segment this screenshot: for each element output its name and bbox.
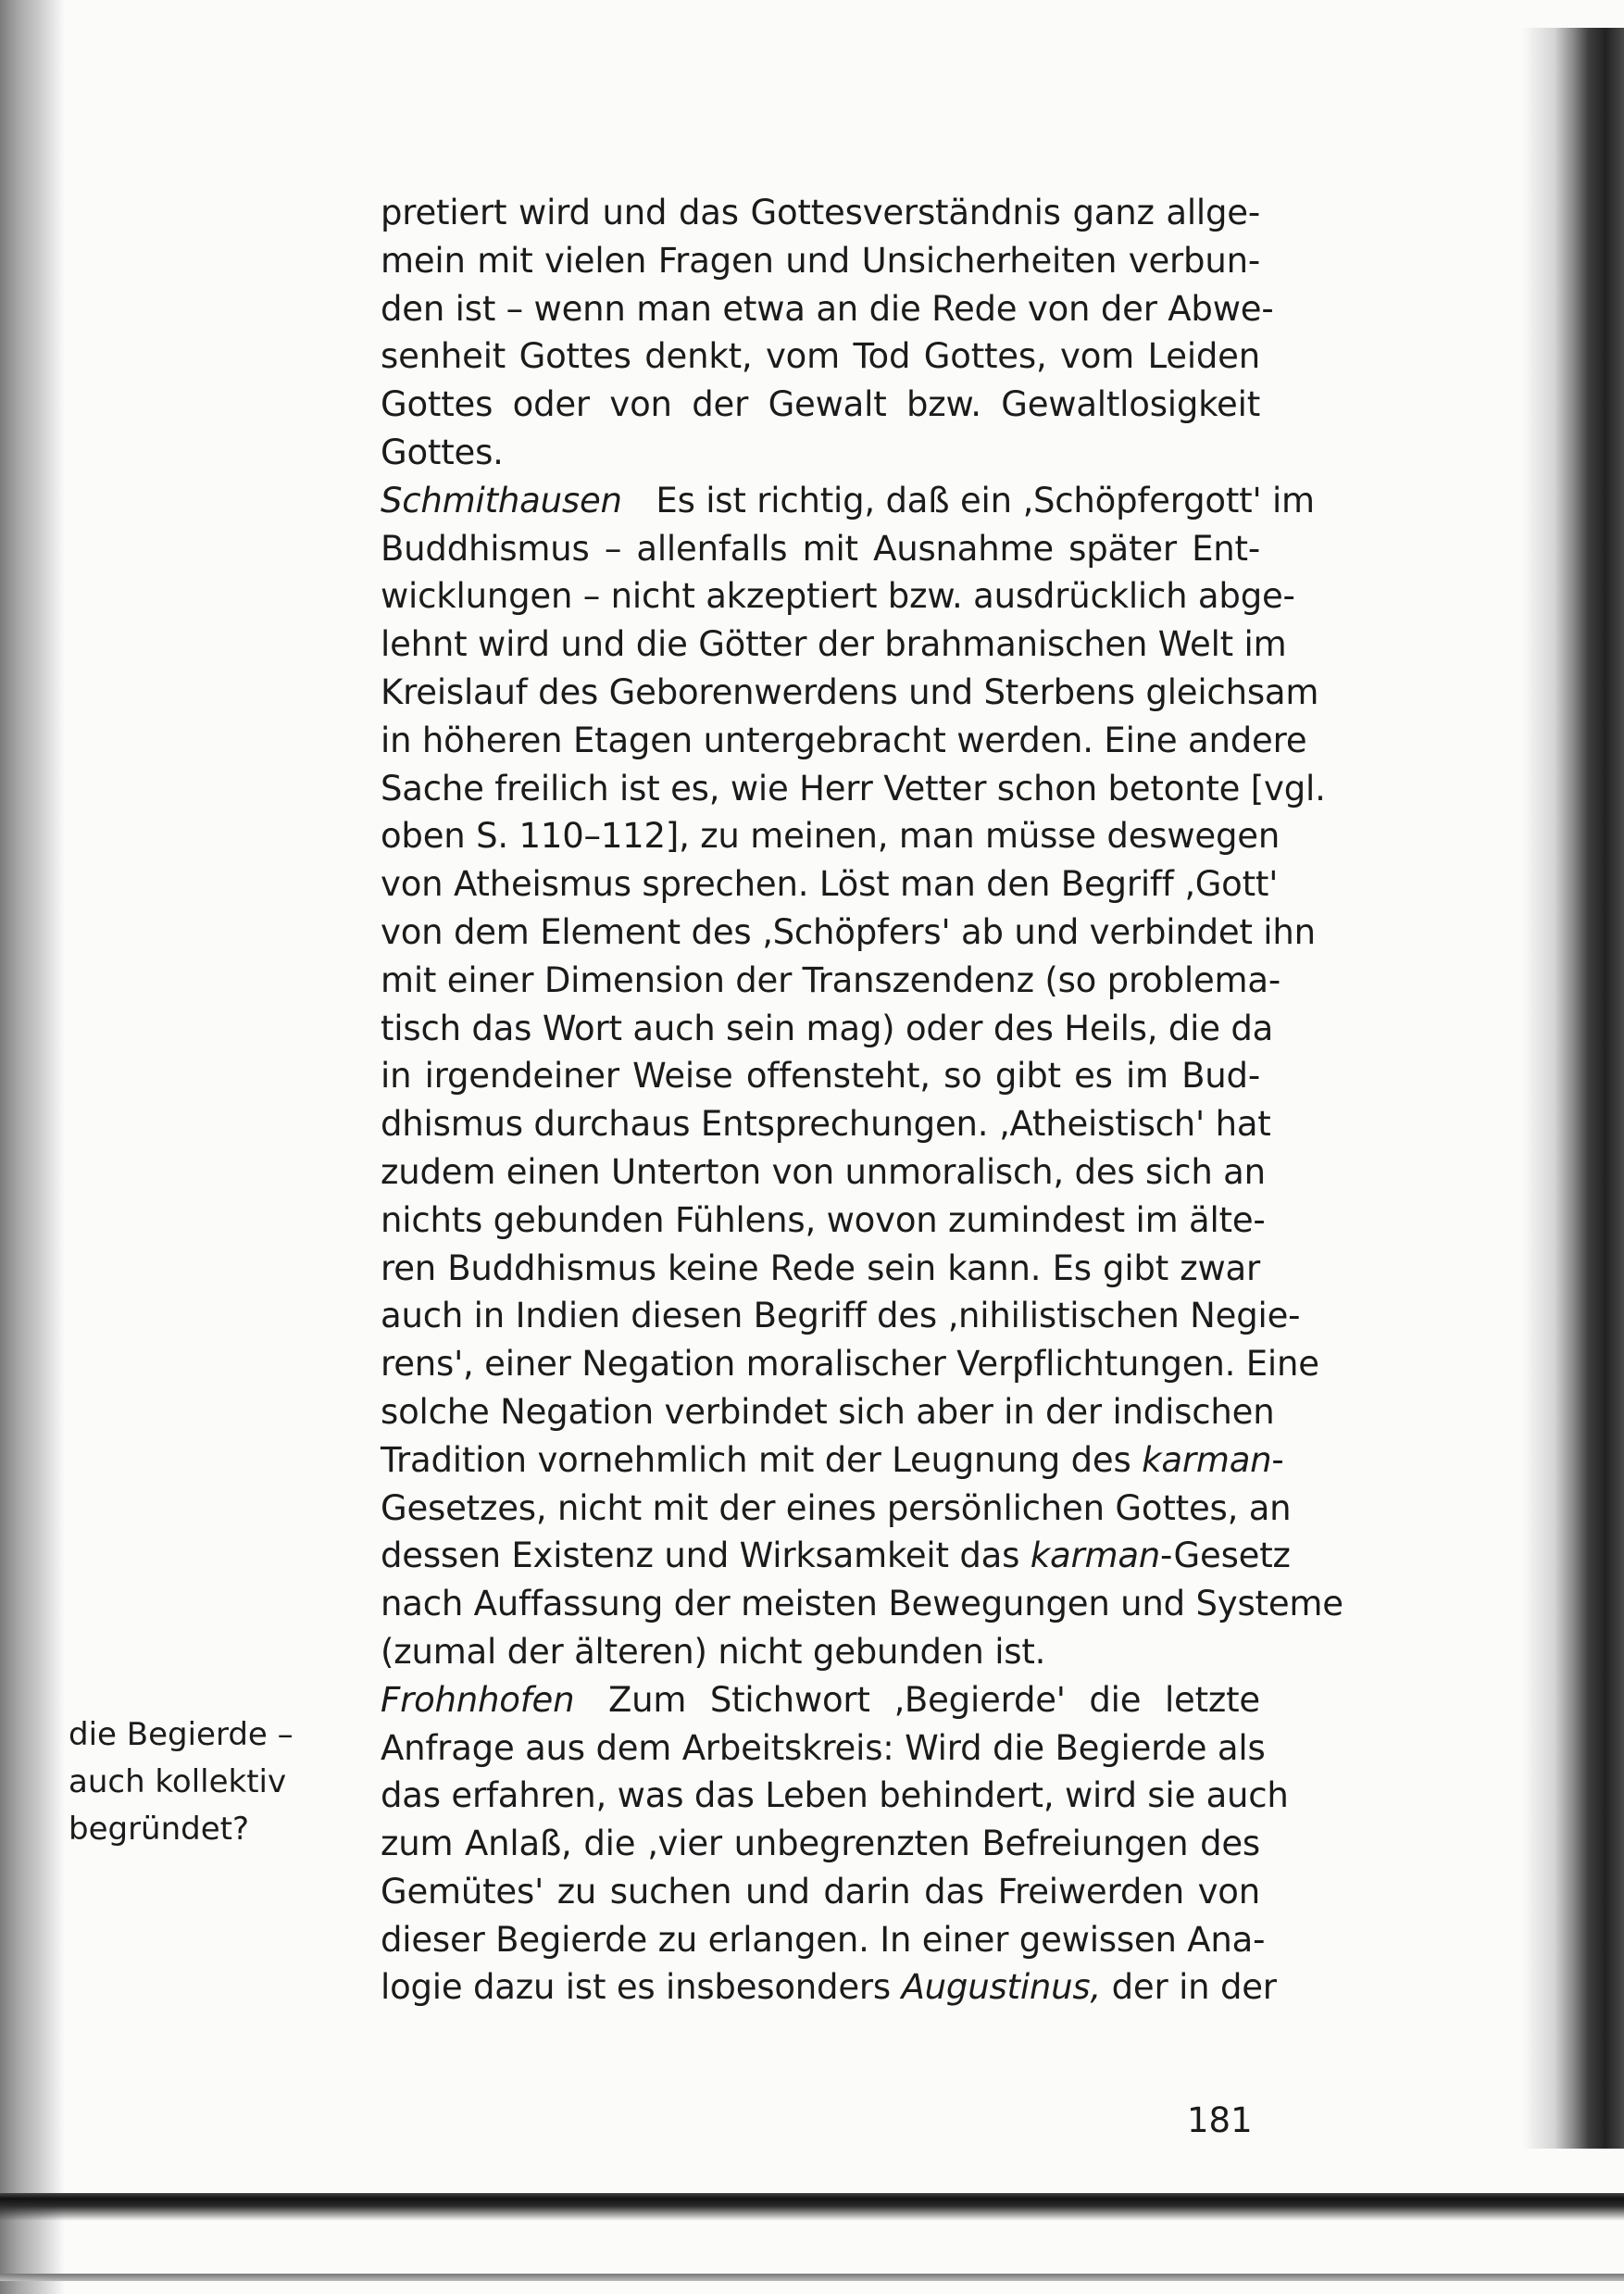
text-line: das erfahren, was das Leben behindert, wird sie auch (381, 1775, 1289, 1816)
text-line: Gemütes' zu suchen und darin das Freiwerden von (381, 1871, 1260, 1912)
main-text (381, 189, 1343, 2012)
text-line: zudem einen Unterton von unmoralisch, des sich an (381, 1151, 1266, 1192)
text-line: von Atheismus sprechen. Löst man den Begriff ‚Gott' (381, 864, 1279, 905)
text-line: Kreislauf des Geborenwerdens und Sterbens gleichsam (381, 671, 1319, 712)
text-line: lehnt wird und die Götter der brahmanischen Welt im (381, 624, 1287, 665)
text-line: dhismus durchaus Entsprechungen. ‚Atheistisch' hat (381, 1104, 1271, 1145)
text-line: zum Anlaß, die ‚vier unbegrenzten Befreiungen des (381, 1824, 1260, 1864)
scan-shadow-right (1522, 28, 1624, 2149)
text-line: Tradition vornehmlich mit der Leugnung des karman- (381, 1439, 1284, 1480)
text-line: dessen Existenz und Wirksamkeit das karman-Gesetz (381, 1536, 1291, 1576)
text-line: von dem Element des ‚Schöpfers' ab und verbindet ihn (381, 911, 1316, 952)
text-line: solche Negation verbindet sich aber in der indischen (381, 1391, 1275, 1432)
text-line: in höheren Etagen untergebracht werden. Eine andere (381, 720, 1307, 760)
speaker-name: Frohnhofen (381, 1679, 575, 1720)
text-line: logie dazu ist es insbesonders Augustinus, der in der (381, 1967, 1277, 2008)
text-line: Schmithausen Es ist richtig, daß ein ‚Schöpfergott' im (381, 480, 1315, 520)
scan-edge-bottom (0, 2274, 1624, 2281)
text-line: in irgendeiner Weise offensteht, so gibt es im Bud- (381, 1056, 1260, 1097)
text-line: mein mit vielen Fragen und Unsicherheiten verbun- (381, 240, 1260, 281)
text-line: Gottes. (381, 432, 504, 472)
text-line: Anfrage aus dem Arbeitskreis: Wird die Begierde als (381, 1727, 1266, 1768)
margin-note-line: begründet? (69, 1811, 250, 1848)
italic-term: karman (1030, 1536, 1161, 1576)
text-line: senheit Gottes denkt, vom Tod Gottes, vom Leiden (381, 336, 1260, 377)
margin-note (69, 1711, 309, 1853)
text-line: wicklungen – nicht akzeptiert bzw. ausdrücklich abge- (381, 576, 1295, 617)
text-line: Frohnhofen Zum Stichwort ‚Begierde' die letzte (381, 1679, 1260, 1720)
speaker-name: Schmithausen (381, 480, 622, 520)
scan-shadow-bottom (0, 2193, 1624, 2221)
text-line: tisch das Wort auch sein mag) oder des Heils, die da (381, 1008, 1274, 1048)
text-line: mit einer Dimension der Transzendenz (so problema- (381, 959, 1280, 1000)
margin-note-line: auch kollektiv (69, 1763, 287, 1800)
text-line: auch in Indien diesen Begriff des ‚nihilistischen Negie- (381, 1296, 1301, 1336)
text-line: Sache freilich ist es, wie Herr Vetter schon betonte [vgl. (381, 768, 1326, 809)
text-line: (zumal der älteren) nicht gebunden ist. (381, 1631, 1046, 1672)
italic-term: Augustinus, (901, 1967, 1102, 2008)
italic-term: karman (1142, 1439, 1272, 1480)
text-line: nach Auffassung der meisten Bewegungen und Systeme (381, 1584, 1343, 1624)
text-line: nichts gebunden Fühlens, wovon zumindest im älte- (381, 1199, 1266, 1240)
text-line: Gottes oder von der Gewalt bzw. Gewaltlosigkeit (381, 384, 1260, 425)
text-line: Gesetzes, nicht mit der eines persönlichen Gottes, an (381, 1487, 1292, 1528)
text-line: Buddhismus – allenfalls mit Ausnahme später Ent- (381, 528, 1260, 569)
text-line: ren Buddhismus keine Rede sein kann. Es gibt zwar (381, 1247, 1260, 1288)
text-line: dieser Begierde zu erlangen. In einer gewissen Ana- (381, 1919, 1266, 1960)
page-number: 181 (1187, 2100, 1253, 2140)
text-line: rens', einer Negation moralischer Verpflichtungen. Eine (381, 1344, 1319, 1385)
text-line: pretiert wird und das Gottesverständnis ganz allge- (381, 193, 1260, 232)
text-line: oben S. 110–112], zu meinen, man müsse deswegen (381, 816, 1280, 857)
scan-shadow-left (0, 0, 65, 2294)
text-line: den ist – wenn man etwa an die Rede von der Abwe- (381, 288, 1274, 329)
margin-note-line: die Begierde – (69, 1716, 294, 1753)
